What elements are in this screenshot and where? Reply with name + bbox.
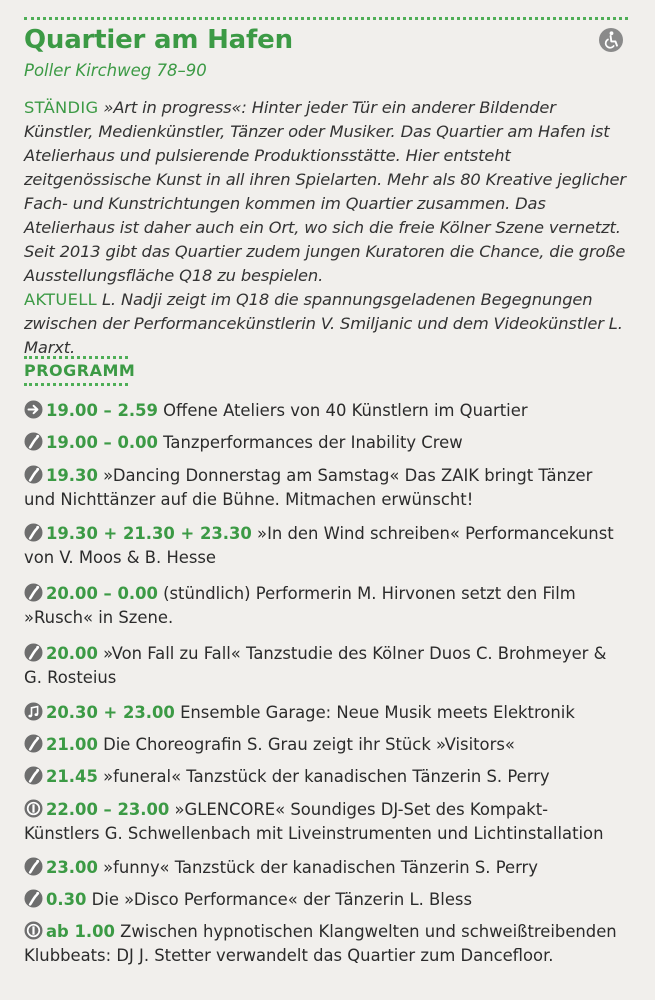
- label-aktuell: AKTUELL: [24, 290, 97, 309]
- music-icon: [24, 702, 43, 721]
- program-time: 19.30: [46, 466, 98, 485]
- program-description: »funny« Tanzstück der kanadischen Tänzerin S. Perry: [103, 858, 538, 877]
- venue-title: Quartier am Hafen: [24, 25, 293, 55]
- wheelchair-icon: [599, 28, 623, 52]
- program-description: Ensemble Garage: Neue Musik meets Elektronik: [180, 703, 575, 722]
- dance-icon: [24, 465, 43, 484]
- dance-icon: [24, 734, 43, 753]
- program-heading: PROGRAMM: [24, 361, 136, 380]
- club-icon: [24, 799, 43, 818]
- program-item: [24, 522, 619, 570]
- dance-icon: [24, 523, 43, 542]
- program-item: [24, 765, 619, 789]
- program-bottom-rule: [24, 383, 128, 386]
- program-item: [24, 856, 619, 880]
- dance-icon: [24, 583, 43, 602]
- program-time: 21.00: [46, 735, 98, 754]
- venue-address: Poller Kirchweg 78–90: [24, 61, 207, 80]
- program-item: [24, 733, 619, 757]
- program-description: Zwischen hypnotischen Klangwelten und schweißtreibenden Klubbeats: DJ J. Stetter verwandelt das Quartier zum Dancefloor.: [24, 922, 617, 965]
- club-icon: [24, 921, 43, 940]
- dance-icon: [24, 643, 43, 662]
- program-time: 20.00 – 0.00: [46, 584, 158, 603]
- program-time: 22.00 – 23.00: [46, 800, 170, 819]
- program-description: »funeral« Tanzstück der kanadischen Tänzerin S. Perry: [103, 767, 550, 786]
- program-description: »Dancing Donnerstag am Samstag« Das ZAIK bringt Tänzer und Nichttänzer auf die Bühne. Mitmachen erwünscht!: [24, 466, 593, 509]
- program-description: Die »Disco Performance« der Tänzerin L. Bless: [91, 890, 473, 909]
- program-time: 20.00: [46, 644, 98, 663]
- program-time: 19.00 – 0.00: [46, 433, 158, 452]
- program-description: »In den Wind schreiben« Performancekunst von V. Moos & B. Hesse: [24, 524, 614, 567]
- program-time: 0.30: [46, 890, 87, 909]
- program-item: [24, 888, 619, 912]
- dance-icon: [24, 857, 43, 876]
- program-item: [24, 582, 619, 630]
- text-aktuell: L. Nadji zeigt im Q18 die spannungsgeladenen Begegnungen zwischen der Performancekünstlerin V. Smiljanic und dem Videokünstler L. Marxt.: [24, 290, 623, 357]
- program-time: 19.30 + 21.30 + 23.30: [46, 524, 252, 543]
- description-current: [24, 288, 629, 360]
- dance-icon: [24, 766, 43, 785]
- program-time: 21.45: [46, 767, 98, 786]
- program-description: Offene Ateliers von 40 Künstlern im Quartier: [163, 401, 528, 420]
- program-time: 23.00: [46, 858, 98, 877]
- program-item: [24, 701, 619, 725]
- program-item: [24, 920, 619, 968]
- dance-icon: [24, 432, 43, 451]
- program-description: Die Choreografin S. Grau zeigt ihr Stück »Visitors«: [103, 735, 515, 754]
- program-description: (stündlich) Performerin M. Hirvonen setzt den Film »Rusch« in Szene.: [24, 584, 576, 627]
- program-time: 19.00 – 2.59: [46, 401, 158, 420]
- description-permanent: [24, 96, 629, 288]
- program-time: ab 1.00: [46, 922, 115, 941]
- program-item: [24, 798, 619, 846]
- program-top-rule: [24, 356, 128, 359]
- program-description: »Von Fall zu Fall« Tanzstudie des Kölner Duos C. Brohmeyer & G. Rosteius: [24, 644, 607, 687]
- program-item: [24, 464, 619, 512]
- program-item: [24, 431, 619, 455]
- top-dotted-rule: [24, 17, 628, 20]
- program-description: Tanzperformances der Inability Crew: [163, 433, 463, 452]
- label-staendig: STÄNDIG: [24, 98, 99, 117]
- text-staendig: »Art in progress«: Hinter jeder Tür ein anderer Bildender Künstler, Medienkünstler, Tänzer oder Musiker. Das Quartier am Hafen ist Atelierhaus und pulsierende Produktionsstätte. Hier entsteht zeitgenössische Kunst in all ihren Spielarten. Mehr als 80 Kreative jeglicher Fach- und Kunstrichtungen kommen im Quartier zusammen. Das Atelierhaus ist daher auch ein Ort, wo sich die freie Kölner Szene vernetzt. Seit 2013 gibt das Quartier zudem jungen Kuratoren die Chance, die große Ausstellungsfläche Q18 zu bespielen.: [24, 98, 626, 285]
- program-item: [24, 642, 619, 690]
- dance-icon: [24, 889, 43, 908]
- program-time: 20.30 + 23.00: [46, 703, 175, 722]
- program-description: »GLENCORE« Soundiges DJ-Set des Kompakt-Künstlers G. Schwellenbach mit Liveinstrumenten und Lichtinstallation: [24, 800, 604, 843]
- arrow-right-icon: [24, 400, 43, 419]
- program-item: [24, 399, 619, 423]
